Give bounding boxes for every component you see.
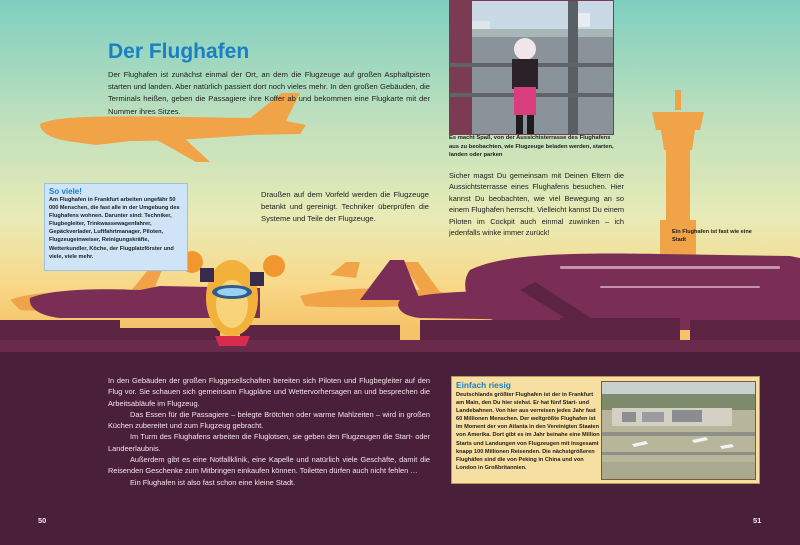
bottom-paragraph: In den Gebäuden der großen Fluggesellschaften bereiten sich Piloten und Flugbegleiter auf den Flug vor. Sie schauen sich gemeinsam Flugpläne und Wettervorhersagen an und besprechen die Arbeitsabläufe im Flugzeug.	[108, 376, 430, 408]
bottom-paragraph: Ein Flughafen ist also fast schon eine kleine Stadt.	[130, 477, 296, 487]
vorfeld-paragraph: Draußen auf dem Vorfeld werden die Flugzeuge betankt und gereinigt. Techniker überprüfen die Systeme und Teile der Flugzeuge.	[261, 190, 429, 223]
photo-caption: Es macht Spaß, von der Aussichtsterrasse des Flughafens aus zu beobachten, wie Flugzeuge beladen werden, starten, landen oder parken	[449, 135, 614, 159]
einfach-riesig-body: Deutschlands größter Flughafen ist der in Frankfurt am Main, den Du hier siehst. Er hat fünf Start- und Landebahnen. Von hier aus verreisen jedes Jahr fast 60 Millionen Menschen. Der weltgrößte Flughafen ist im Moment der von Atlanta in den Vereinigten Staaten von Amerika. Dort gibt es im Jahr beinahe eine Million Starts und Landungen von Flugzeugen mit insgesamt knapp 100 Millionen Reisenden. Die nächstgrößeren Flughäfen sind die von Peking in China und von London in Großbritannien.	[456, 392, 600, 471]
page-number-left: 50	[38, 516, 47, 525]
observation-deck-photo	[449, 0, 614, 135]
so-viele-body: Am Flughafen in Frankfurt arbeiten ungefähr 50 000 Menschen, die fast alle in der Umgebung des Flughafens wohnen. Darunter sind: Techniker, Flugbegleiter, Trinkwassewagenfahrer, Gepäckverlader, Luftfahrtmanager, Piloten, Flugzeugeinweiser, Reinigungskräfte, Wetterkundler, Köche, der Flugplatzförster und viele, viele mehr.	[49, 197, 180, 260]
bottom-paragraph: Das Essen für die Passagiere – belegte Brötchen oder warme Mahlzeiten – wird in großen Küchen zubereitet und zum Flugzeug gebracht.	[108, 409, 430, 431]
so-viele-title: So viele!	[49, 187, 82, 196]
bottom-text-block	[108, 375, 430, 488]
bottom-paragraph: Im Turm des Flughafens arbeiten die Fluglotsen, sie geben den Flugzeugen die Start- oder Landeerlaubnis.	[108, 432, 430, 453]
frankfurt-airport-aerial-photo	[601, 381, 756, 480]
einfach-riesig-title: Einfach riesig	[456, 380, 511, 390]
intro-paragraph: Der Flughafen ist zunächst einmal der Ort, an dem die Flugzeuge auf großen Asphaltpisten starten und landen. Aber natürlich passiert dort noch vieles mehr. In den großen Gebäuden, die Terminals heißen, geben die Passagiere ihre Koffer ab und bekommen eine Flugkarte mit der Nummer ihres Sitzes.	[108, 70, 430, 116]
page-title: Der Flughafen	[108, 40, 250, 63]
tower-caption: Ein Flughafen ist fast wie eine Stadt	[672, 229, 752, 243]
bottom-paragraph: Außerdem gibt es eine Notfallklinik, eine Kapelle und natürlich viele Geschäfte, damit die Reisenden Geschenke zum Mitbringen einkaufen können. Toiletten dürfen auch nicht fehlen …	[108, 455, 430, 476]
so-viele-infobox	[44, 183, 188, 271]
aussichtsterrasse-paragraph: Sicher magst Du gemeinsam mit Deinen Eltern die Aussichtsterrasse eines Flughafens besuchen. Hier kannst Du beobachten, wie viel Bewegung an so einem Flughafen herrscht. Vielleicht kannst Du einem Piloten im Cockpit auch einmal zuwinken – ich jedenfalls winke immer zurück!	[449, 171, 624, 238]
page-number-right: 51	[753, 516, 762, 525]
